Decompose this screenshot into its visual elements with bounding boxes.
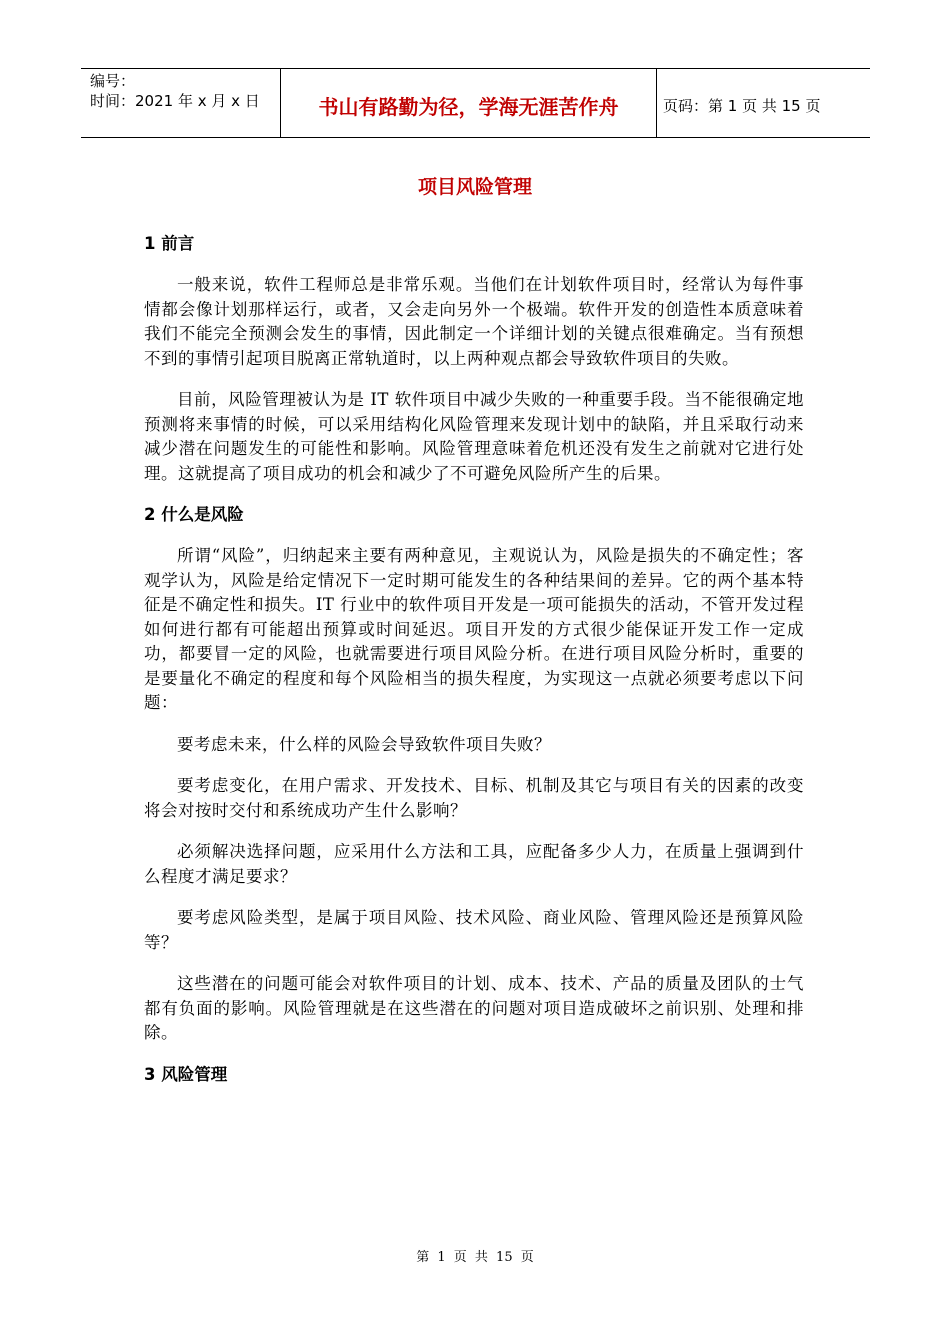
section-heading: 3 风险管理: [144, 1064, 228, 1084]
section-1: [144, 232, 804, 486]
paragraph: 一般来说，软件工程师总是非常乐观。当他们在计划软件项目时，经常认为每件事情都会像计划那样运行，或者，又会走向另外一个极端。软件开发的创造性本质意味着我们不能完全预测会发生的事情，因此制定一个详细计划的关键点很难确定。当有预想不到的事情引起项目脱离正常轨道时，以上两种观点都会导致软件项目的失败。: [144, 275, 804, 368]
header-page-cell: [657, 69, 870, 137]
paragraph: 所谓“风险”，归纳起来主要有两种意见，主观说认为，风险是损失的不确定性；客观学认为，风险是给定情况下一定时期可能发生的各种结果间的差异。它的两个基本特征是不确定性和损失。IT 行业中的软件项目开发是一项可能损失的活动，不管开发过程如何进行都有可能超出预算或时间延迟。项目开发的方式很少能保证开发工作一定成功，都要冒一定的风险，也就需要进行项目风险分析。在进行项目风险分析时，重要的是要量化不确定的程度和每个风险相当的损失程度，为实现这一点就必须要考虑以下问题：: [144, 546, 804, 712]
paragraph: 要考虑变化，在用户需求、开发技术、目标、机制及其它与项目有关的因素的改变将会对按时交付和系统成功产生什么影响？: [144, 776, 804, 820]
paragraph: 这些潜在的问题可能会对软件项目的计划、成本、技术、产品的质量及团队的士气都有负面的影响。风险管理就是在这些潜在的问题对项目造成破坏之前识别、处理和排除。: [144, 974, 804, 1042]
header-code: 编号：: [90, 72, 136, 90]
paragraph: 目前，风险管理被认为是 IT 软件项目中减少失败的一种重要手段。当不能很确定地预测将来事情的时候，可以采用结构化风险管理来发现计划中的缺陷，并且采取行动来减少潜在问题发生的可能性和影响。风险管理意味着危机还没有发生之前就对它进行处理。这就提高了项目成功的机会和减少了不可避免风险所产生的后果。: [144, 390, 804, 483]
section-3: [144, 1063, 804, 1087]
header-page-info: 页码：第 1 页 共 15 页: [663, 96, 821, 115]
paragraph: 要考虑风险类型，是属于项目风险、技术风险、商业风险、管理风险还是预算风险等？: [144, 908, 804, 952]
section-heading: 1 前言: [144, 234, 195, 253]
header-meta-cell: [81, 69, 281, 137]
page-header: [81, 68, 870, 138]
document-title: 项目风险管理: [417, 176, 532, 198]
section-heading: 2 什么是风险: [144, 505, 244, 524]
page-footer: 第 1 页 共 15 页: [416, 1250, 534, 1265]
header-motto: 书山有路勤为径，学海无涯苦作舟: [318, 94, 619, 119]
header-time: 时间：2021 年 x 月 x 日: [90, 92, 260, 110]
document-body: [144, 232, 804, 1104]
paragraph: 必须解决选择问题，应采用什么方法和工具，应配备多少人力，在质量上强调到什么程度才满足要求？: [144, 842, 804, 886]
header-motto-cell: [281, 69, 657, 137]
section-2: [144, 503, 804, 1046]
paragraph: 要考虑未来，什么样的风险会导致软件项目失败？: [177, 734, 551, 754]
